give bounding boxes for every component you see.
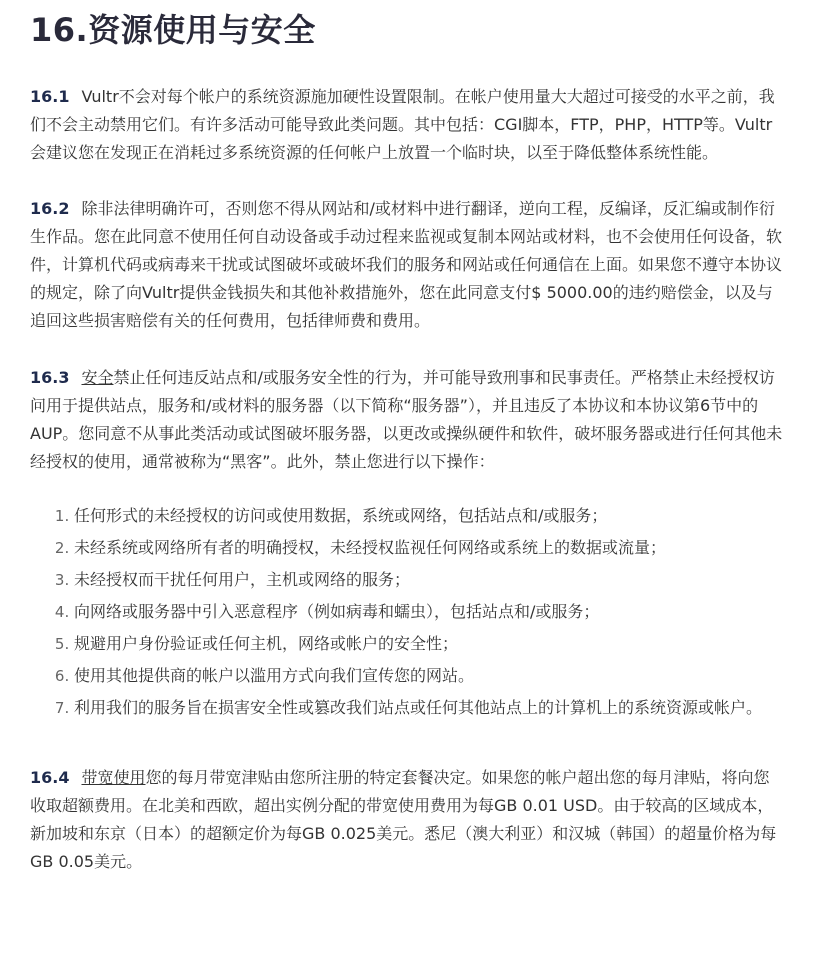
- clause-number: 16.2: [30, 199, 70, 218]
- clause-number: 16.3: [30, 368, 70, 387]
- clause-text: 禁止任何违反站点和/或服务安全性的行为，并可能导致刑事和民事责任。严格禁止未经授权访问用于提供站点，服务和/或材料的服务器（以下简称“服务器”），并且违反了本协议和本协议第6节中的AUP。您同意不从事此类活动或试图破坏服务器，以更改或操纵硬件和软件，破坏服务器或进行任何其他未经授权的使用，通常被称为“黑客”。此外，禁止您进行以下操作：: [30, 368, 783, 471]
- list-item: 6. 使用其他提供商的帐户以滥用方式向我们宣传您的网站。: [74, 660, 785, 692]
- clause-text: 除非法律明确许可，否则您不得从网站和/或材料中进行翻译，逆向工程，反编译，反汇编或制作衍生作品。您在此同意不使用任何自动设备或手动过程来监视或复制本网站或材料，也不会使用任何设备，软件，计算机代码或病毒来干扰或试图破坏或破坏我们的服务和网站或任何通信在上面。如果您不遵守本协议的规定，除了向Vultr提供金钱损失和其他补救措施外，您在此同意支付$ 5000.00的违约赔偿金，以及与追回这些损害赔偿有关的任何费用，包括律师费和费用。: [30, 199, 783, 330]
- paragraph-16-1: [30, 83, 785, 167]
- list-item: 2. 未经系统或网络所有者的明确授权，未经授权监视任何网络或系统上的数据或流量；: [74, 532, 785, 564]
- clause-lead: 带宽使用: [81, 768, 146, 787]
- paragraph-16-4: [30, 764, 785, 876]
- clause-text: Vultr不会对每个帐户的系统资源施加硬性设置限制。在帐户使用量大大超过可接受的水平之前，我们不会主动禁用它们。有许多活动可能导致此类问题。其中包括：CGI脚本，FTP，PHP，HTTP等。Vultr会建议您在发现正在消耗过多系统资源的任何帐户上放置一个临时块，以至于降低整体系统性能。: [30, 87, 775, 162]
- list-item: 1. 任何形式的未经授权的访问或使用数据，系统或网络，包括站点和/或服务；: [74, 500, 785, 532]
- clause-lead: 安全: [81, 368, 114, 387]
- clause-text: 您的每月带宽津贴由您所注册的特定套餐决定。如果您的帐户超出您的每月津贴，将向您收取超额费用。在北美和西欧，超出实例分配的带宽使用费用为每GB 0.01 USD。由于较高的区域成本，新加坡和东京（日本）的超额定价为每GB 0.025美元。悉尼（澳大利亚）和汉城（韩国）的超量价格为每GB 0.05美元。: [30, 768, 777, 871]
- prohibited-actions-list: [30, 500, 785, 724]
- section-heading: 16.资源使用与安全: [30, 11, 316, 49]
- clause-number: 16.4: [30, 768, 70, 787]
- list-item: 5. 规避用户身份验证或任何主机，网络或帐户的安全性；: [74, 628, 785, 660]
- paragraph-16-2: [30, 195, 785, 335]
- list-item: 7. 利用我们的服务旨在损害安全性或篡改我们站点或任何其他站点上的计算机上的系统资源或帐户。: [74, 692, 785, 724]
- list-item: 3. 未经授权而干扰任何用户，主机或网络的服务；: [74, 564, 785, 596]
- paragraph-16-3: [30, 364, 785, 476]
- list-item: 4. 向网络或服务器中引入恶意程序（例如病毒和蠕虫），包括站点和/或服务；: [74, 596, 785, 628]
- clause-number: 16.1: [30, 87, 70, 106]
